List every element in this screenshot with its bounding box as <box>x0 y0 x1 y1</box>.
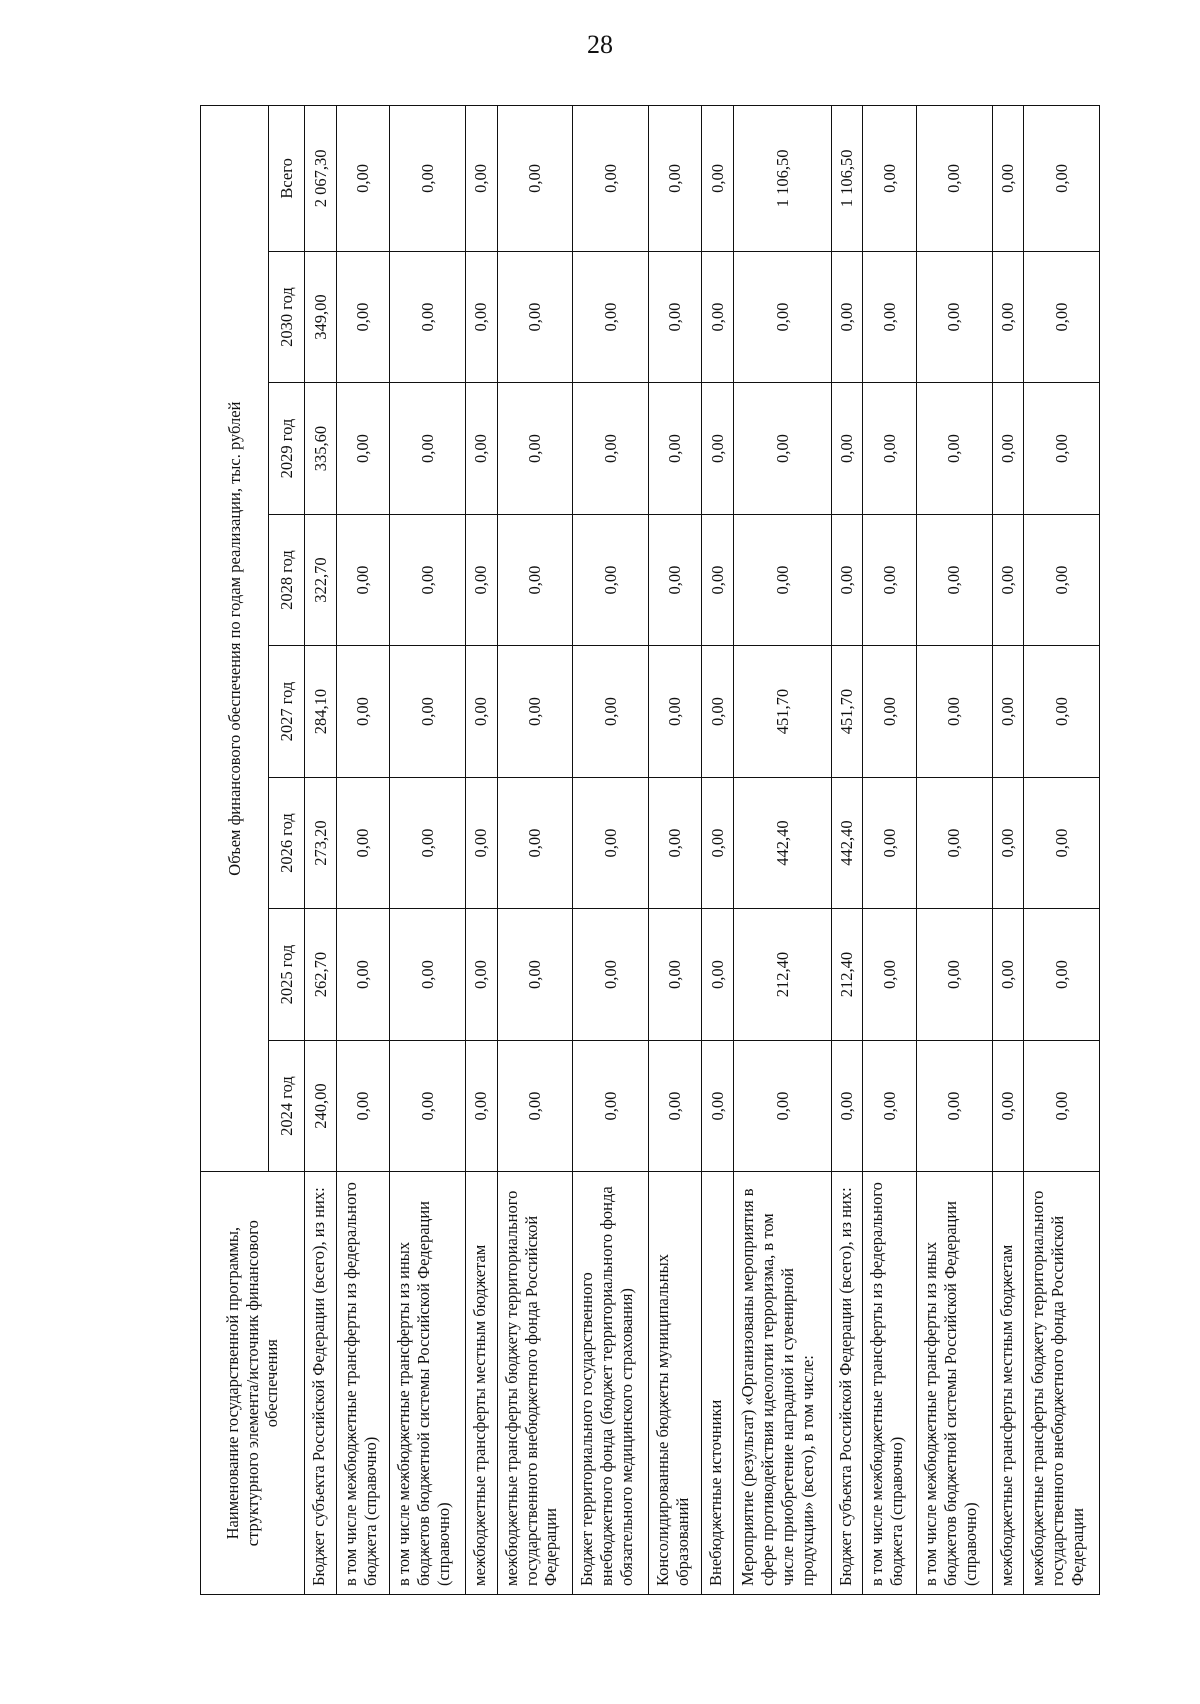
table-row <box>992 106 1024 1595</box>
row-value: 0,00 <box>390 106 466 252</box>
header-year: 2029 год <box>269 383 305 515</box>
row-value: 0,00 <box>702 777 734 909</box>
row-value: 0,00 <box>497 777 573 909</box>
header-year: Всего <box>269 106 305 252</box>
row-value: 0,00 <box>497 251 573 383</box>
table-row <box>648 106 702 1595</box>
row-value: 451,70 <box>831 646 863 778</box>
row-value: 0,00 <box>1024 777 1100 909</box>
table-row <box>497 106 573 1595</box>
row-value: 0,00 <box>734 383 831 515</box>
row-value: 349,00 <box>305 251 337 383</box>
row-value: 0,00 <box>573 646 649 778</box>
row-value: 0,00 <box>573 383 649 515</box>
table-row <box>465 106 497 1595</box>
row-value: 0,00 <box>390 383 466 515</box>
row-value: 0,00 <box>1024 106 1100 252</box>
header-name: Наименование государственной программы, структурного элемента/источник финансового обеспечения <box>201 1172 305 1595</box>
table-row <box>1024 106 1100 1595</box>
row-value: 0,00 <box>336 251 390 383</box>
row-value: 0,00 <box>497 514 573 646</box>
row-value: 0,00 <box>863 106 917 252</box>
row-value: 0,00 <box>648 514 702 646</box>
row-name: межбюджетные трансферты местным бюджетам <box>465 1172 497 1595</box>
row-name: в том числе межбюджетные трансферты из федерального бюджета (справочно) <box>336 1172 390 1595</box>
row-name: Мероприятие (результат) «Организованы мероприятия в сфере противодействия идеологии терроризма, в том числе приобретение наградной и сувенирной продукции» (всего), в том числе: <box>734 1172 831 1595</box>
row-value: 0,00 <box>992 514 1024 646</box>
row-value: 262,70 <box>305 909 337 1041</box>
row-name: межбюджетные трансферты местным бюджетам <box>992 1172 1024 1595</box>
row-name: в том числе межбюджетные трансферты из иных бюджетов бюджетной системы Российской Федерации (справочно) <box>917 1172 993 1595</box>
financing-table <box>200 105 1100 1595</box>
row-value: 0,00 <box>648 909 702 1041</box>
row-value: 0,00 <box>390 514 466 646</box>
row-name: межбюджетные трансферты бюджету территориального государственного внебюджетного фонда Российской Федерации <box>1024 1172 1100 1595</box>
row-value: 0,00 <box>702 383 734 515</box>
row-value: 0,00 <box>390 1040 466 1172</box>
row-value: 0,00 <box>573 251 649 383</box>
row-value: 0,00 <box>573 514 649 646</box>
table-row <box>573 106 649 1595</box>
row-value: 0,00 <box>734 1040 831 1172</box>
row-value: 0,00 <box>497 646 573 778</box>
table-row <box>305 106 337 1595</box>
row-value: 0,00 <box>465 909 497 1041</box>
row-value: 451,70 <box>734 646 831 778</box>
row-value: 0,00 <box>863 909 917 1041</box>
row-value: 0,00 <box>863 777 917 909</box>
row-value: 0,00 <box>863 646 917 778</box>
header-year: 2027 год <box>269 646 305 778</box>
table-row <box>390 106 466 1595</box>
row-value: 0,00 <box>465 646 497 778</box>
row-value: 0,00 <box>465 777 497 909</box>
row-value: 0,00 <box>465 514 497 646</box>
row-value: 0,00 <box>734 514 831 646</box>
row-value: 0,00 <box>336 777 390 909</box>
row-value: 322,70 <box>305 514 337 646</box>
row-value: 0,00 <box>917 777 993 909</box>
row-value: 0,00 <box>497 106 573 252</box>
row-value: 0,00 <box>648 383 702 515</box>
row-name: в том числе межбюджетные трансферты из федерального бюджета (справочно) <box>863 1172 917 1595</box>
row-value: 0,00 <box>917 646 993 778</box>
row-value: 0,00 <box>702 251 734 383</box>
row-value: 0,00 <box>465 106 497 252</box>
row-value: 0,00 <box>336 646 390 778</box>
row-value: 0,00 <box>917 514 993 646</box>
row-value: 0,00 <box>702 1040 734 1172</box>
row-value: 0,00 <box>465 383 497 515</box>
row-name: Консолидированные бюджеты муниципальных образований <box>648 1172 702 1595</box>
row-value: 0,00 <box>497 1040 573 1172</box>
row-value: 1 106,50 <box>831 106 863 252</box>
row-name: в том числе межбюджетные трансферты из иных бюджетов бюджетной системы Российской Федерации (справочно) <box>390 1172 466 1595</box>
row-value: 0,00 <box>336 383 390 515</box>
row-value: 0,00 <box>831 251 863 383</box>
page-number: 28 <box>587 30 613 59</box>
row-value: 0,00 <box>390 251 466 383</box>
row-name: Бюджет субъекта Российской Федерации (всего), из них: <box>831 1172 863 1595</box>
row-value: 0,00 <box>992 383 1024 515</box>
row-value: 0,00 <box>1024 514 1100 646</box>
row-value: 442,40 <box>734 777 831 909</box>
row-value: 0,00 <box>992 251 1024 383</box>
row-value: 1 106,50 <box>734 106 831 252</box>
header-year: 2024 год <box>269 1040 305 1172</box>
row-value: 0,00 <box>917 251 993 383</box>
row-value: 0,00 <box>992 777 1024 909</box>
table-row <box>863 106 917 1595</box>
row-value: 0,00 <box>648 646 702 778</box>
row-value: 0,00 <box>831 1040 863 1172</box>
row-value: 0,00 <box>863 383 917 515</box>
row-value: 0,00 <box>992 1040 1024 1172</box>
row-name: Внебюджетные источники <box>702 1172 734 1595</box>
row-value: 0,00 <box>336 514 390 646</box>
table-body <box>305 106 1100 1595</box>
table-row <box>336 106 390 1595</box>
row-value: 0,00 <box>573 1040 649 1172</box>
row-value: 0,00 <box>702 514 734 646</box>
row-value: 2 067,30 <box>305 106 337 252</box>
row-value: 0,00 <box>648 251 702 383</box>
row-value: 0,00 <box>390 777 466 909</box>
row-value: 0,00 <box>1024 251 1100 383</box>
header-year: 2028 год <box>269 514 305 646</box>
row-value: 0,00 <box>1024 909 1100 1041</box>
row-value: 212,40 <box>831 909 863 1041</box>
table-row <box>734 106 831 1595</box>
row-value: 0,00 <box>336 909 390 1041</box>
header-year: 2026 год <box>269 777 305 909</box>
row-value: 0,00 <box>917 909 993 1041</box>
row-value: 0,00 <box>863 251 917 383</box>
row-value: 0,00 <box>465 251 497 383</box>
header-group: Объем финансового обеспечения по годам реализации, тыс. рублей <box>201 106 269 1172</box>
row-value: 0,00 <box>702 909 734 1041</box>
table-row <box>917 106 993 1595</box>
row-value: 0,00 <box>336 1040 390 1172</box>
row-value: 0,00 <box>831 383 863 515</box>
row-value: 0,00 <box>573 777 649 909</box>
row-value: 0,00 <box>390 646 466 778</box>
row-value: 0,00 <box>992 909 1024 1041</box>
row-value: 0,00 <box>573 909 649 1041</box>
row-value: 0,00 <box>497 383 573 515</box>
row-value: 0,00 <box>863 1040 917 1172</box>
row-value: 273,20 <box>305 777 337 909</box>
row-value: 0,00 <box>702 646 734 778</box>
header-row-group <box>201 106 269 1595</box>
row-value: 0,00 <box>648 777 702 909</box>
row-value: 0,00 <box>1024 383 1100 515</box>
row-value: 0,00 <box>917 1040 993 1172</box>
row-value: 0,00 <box>992 106 1024 252</box>
row-value: 0,00 <box>573 106 649 252</box>
rotated-table-container <box>200 105 1100 1595</box>
header-year: 2030 год <box>269 251 305 383</box>
header-year: 2025 год <box>269 909 305 1041</box>
row-name: Бюджет субъекта Российской Федерации (всего), из них: <box>305 1172 337 1595</box>
row-value: 284,10 <box>305 646 337 778</box>
row-value: 212,40 <box>734 909 831 1041</box>
row-value: 0,00 <box>702 106 734 252</box>
table-row <box>702 106 734 1595</box>
row-value: 0,00 <box>336 106 390 252</box>
table-row <box>831 106 863 1595</box>
row-value: 0,00 <box>917 106 993 252</box>
row-value: 0,00 <box>917 383 993 515</box>
row-value: 0,00 <box>992 646 1024 778</box>
row-value: 0,00 <box>465 1040 497 1172</box>
row-value: 0,00 <box>863 514 917 646</box>
row-value: 335,60 <box>305 383 337 515</box>
row-value: 0,00 <box>648 106 702 252</box>
row-value: 0,00 <box>1024 1040 1100 1172</box>
row-value: 0,00 <box>497 909 573 1041</box>
row-value: 240,00 <box>305 1040 337 1172</box>
row-value: 442,40 <box>831 777 863 909</box>
row-name: межбюджетные трансферты бюджету территориального государственного внебюджетного фонда Российской Федерации <box>497 1172 573 1595</box>
row-value: 0,00 <box>831 514 863 646</box>
row-name: Бюджет территориального государственного внебюджетного фонда (бюджет территориального фонда обязательного медицинского страхования) <box>573 1172 649 1595</box>
row-value: 0,00 <box>648 1040 702 1172</box>
row-value: 0,00 <box>1024 646 1100 778</box>
row-value: 0,00 <box>734 251 831 383</box>
row-value: 0,00 <box>390 909 466 1041</box>
